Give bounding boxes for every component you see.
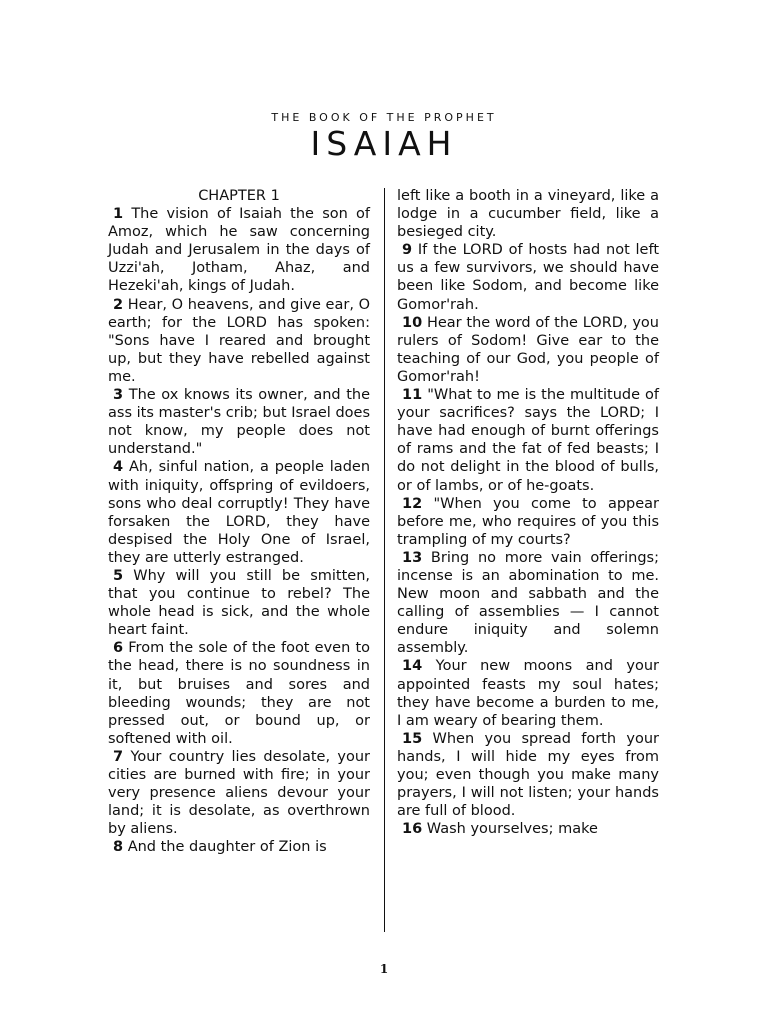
- verse-3: [108, 386, 370, 458]
- verse-number: 10: [402, 314, 423, 331]
- book-title: ISAIAH: [310, 124, 458, 163]
- verse-text: Bring no more vain offerings; incense is an abomination to me. New moon and sabbath and the calling of assemblies — I cannot endure iniquity and solemn assembly.: [397, 549, 659, 657]
- verse-text: Wash yourselves; make: [426, 821, 598, 838]
- verse-2: [108, 296, 370, 386]
- right-column: [397, 187, 659, 838]
- verse-6: [108, 639, 370, 748]
- left-column: [108, 187, 370, 856]
- verse-9: [397, 241, 659, 313]
- column-divider: [384, 188, 385, 932]
- verse-text: When you spread forth your hands, I will hide my eyes from you; even though you make many prayers, I will not listen; your hands are full of blood.: [397, 730, 660, 820]
- verse-text: The ox knows its owner, and the ass its master's crib; but Israel does not know, my people does not understand.": [108, 387, 371, 458]
- verse-16: [397, 820, 659, 838]
- verse-number: 5: [113, 567, 124, 584]
- verse-4: [108, 458, 370, 567]
- verse-15: [397, 730, 659, 820]
- verse-text: If the LORD of hosts had not left us a few survivors, we should have been like Sodom, and become like Gomor'rah.: [397, 242, 660, 313]
- verse-number: 15: [402, 730, 423, 747]
- verse-text: And the daughter of Zion is: [127, 839, 327, 856]
- verse-text: From the sole of the foot even to the head, there is no soundness in it, but bruises and sores and bleeding wounds; they are not pressed out, or bound up, or softened with oil.: [108, 640, 370, 747]
- verse-text: "When you come to appear before me, who requires of you this trampling of my courts?: [397, 495, 659, 548]
- verse-number: 8: [113, 839, 124, 856]
- verse-text: Why will you still be smitten, that you continue to rebel? The whole head is sick, and the whole heart faint.: [108, 567, 371, 639]
- verse-8-continuation: [397, 187, 659, 241]
- verse-1: [108, 205, 370, 295]
- verse-11: [397, 386, 659, 495]
- verse-8: [108, 838, 370, 856]
- verse-number: 6: [113, 640, 124, 657]
- verse-text: Your country lies desolate, your cities are burned with fire; in your very presence aliens devour your land; it is desolate, as overthrown by aliens.: [108, 748, 370, 838]
- verse-text: left like a booth in a vineyard, like a lodge in a cucumber field, like a besieged city.: [397, 188, 659, 241]
- verse-text: Your new moons and your appointed feasts my soul hates; they have become a burden to me, I am weary of bearing them.: [397, 658, 660, 729]
- verse-number: 3: [113, 387, 124, 404]
- verse-text: Hear, O heavens, and give ear, O earth; for the LORD has spoken: "Sons have I reared and brought up, but they have rebelled against me.: [108, 296, 370, 385]
- verse-number: 2: [113, 296, 124, 313]
- book-supertitle: THE BOOK OF THE PROPHET: [271, 111, 497, 124]
- verse-number: 14: [402, 658, 423, 675]
- page-number: 1: [379, 962, 389, 976]
- verse-number: 13: [402, 549, 423, 566]
- verse-14: [397, 657, 659, 729]
- verse-number: 4: [113, 459, 124, 476]
- verse-number: 9: [402, 242, 413, 259]
- verse-12: [397, 495, 659, 549]
- verse-number: 11: [402, 387, 423, 404]
- verse-number: 1: [113, 206, 124, 223]
- chapter-heading: CHAPTER 1: [198, 188, 280, 204]
- verse-text: Hear the word of the LORD, you rulers of Sodom! Give ear to the teaching of our God, you people of Gomor'rah!: [397, 314, 659, 385]
- verse-5: [108, 567, 370, 639]
- verse-text: Ah, sinful nation, a people laden with iniquity, offspring of evildoers, sons who deal corruptly! They have forsaken the LORD, they have despised the Holy One of Israel, they are utterly estranged.: [108, 459, 371, 566]
- verse-number: 12: [402, 495, 423, 512]
- verse-number: 16: [402, 821, 423, 838]
- verse-text: The vision of Isaiah the son of Amoz, which he saw concerning Judah and Jerusalem in the days of Uzzi'ah, Jotham, Ahaz, and Hezeki'ah, kings of Judah.: [108, 206, 371, 295]
- verse-7: [108, 748, 370, 838]
- verse-13: [397, 549, 659, 658]
- verse-10: [397, 314, 659, 386]
- verse-text: "What to me is the multitude of your sacrifices? says the LORD; I have had enough of burnt offerings of rams and the fat of fed beasts; I do not delight in the blood of bulls, or of lambs, or of he-goats.: [397, 387, 660, 494]
- verse-number: 7: [113, 748, 124, 765]
